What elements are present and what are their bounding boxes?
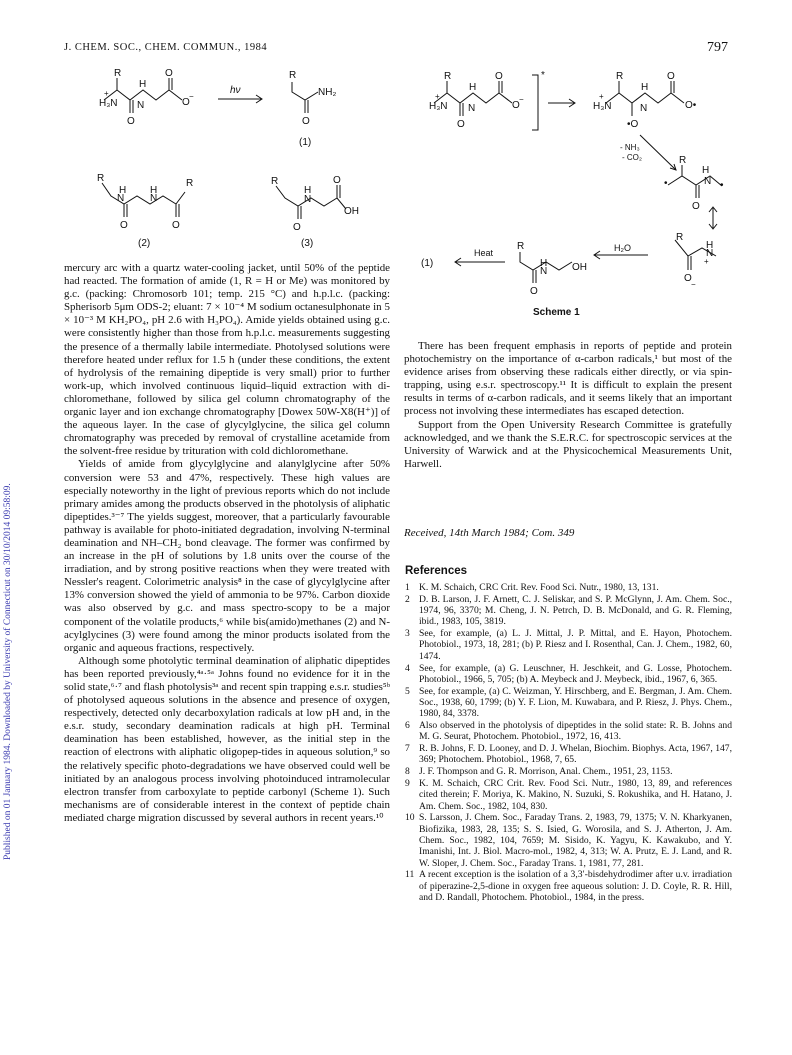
svg-text:+: + (599, 92, 604, 101)
svg-text:O: O (120, 220, 128, 231)
svg-text:O: O (165, 68, 173, 79)
compound-3-label: (3) (301, 238, 314, 249)
svg-text:N: N (704, 176, 712, 187)
svg-text:N: N (117, 193, 125, 204)
svg-text:O: O (333, 175, 341, 186)
svg-text:•: • (664, 178, 668, 189)
svg-text:N: N (706, 248, 714, 259)
svg-text:+: + (104, 89, 109, 98)
svg-text:O: O (182, 97, 190, 108)
svg-text:H: H (702, 165, 710, 176)
svg-text:R: R (679, 155, 687, 166)
svg-text:O: O (684, 273, 692, 284)
reference-item: 11 A recent exception is the isolation of a 3,3′-bisdehydrodimer after u.v. irradiation of piperazine-2,5-dione in oxygen free aqueous solution: J. D. Coyle, R. R. Hill, and D. Randall, Photochem. Photobiol., 1984, in the press. (405, 869, 732, 904)
svg-text:OH: OH (572, 262, 587, 273)
svg-text:H: H (469, 82, 477, 93)
svg-text:R: R (616, 71, 624, 82)
scheme-caption: Scheme 1 (533, 307, 580, 318)
left-column (64, 262, 390, 825)
right-column (404, 340, 732, 471)
svg-text:−: − (691, 280, 696, 289)
svg-text:•: • (720, 180, 724, 191)
loss-co2-label: - CO₂ (622, 153, 642, 162)
reference-item: 3 See, for example, (a) L. J. Mittal, J. P. Mittal, and E. Hayon, Photochem. Photobiol., 1973, 18, 281; (b) P. Riesz and I. Rosenthal, Can. J. Chem., 1982, 60, 1474. (405, 628, 732, 662)
svg-text:−: − (189, 92, 194, 101)
svg-text:O: O (495, 71, 503, 82)
svg-text:O: O (692, 201, 700, 212)
right-paragraph: There has been frequent emphasis in reports of peptide and protein photochemistry on the importance of α-carbon radicals,¹ but most of the evidence arises from observing these radicals either directly, or via spin-trapping, using e.s.r. spectroscopy.¹¹ It is difficult to explain the present results in terms of α-carbon radicals, and it seems likely that an important process not involving these intermediates has escaped detection. (404, 340, 732, 418)
hv-label: hν (230, 85, 241, 96)
svg-text:N: N (640, 103, 648, 114)
svg-text:−: − (519, 95, 524, 104)
svg-text:R: R (289, 70, 297, 81)
svg-text:O: O (172, 220, 180, 231)
svg-text:H₃N: H₃N (429, 101, 448, 112)
reference-item: 9 K. M. Schaich, CRC Crit. Rev. Food Sci. Nutr., 1980, 13, 89, and references cited therein; F. Moriya, K. Makino, N. Suzuki, S. Rokushika, and H. Hatano, J. Am. Chem. Soc., 1982, 104, 830. (405, 778, 732, 812)
reference-item: 6 Also observed in the photolysis of dipeptides in the solid state: R. B. Johns and M. G. Seurat, Photochem. Photobiol., 1972, 16, 413. (405, 720, 732, 743)
reference-item: 10 S. Larsson, J. Chem. Soc., Faraday Trans. 2, 1983, 79, 1375; V. N. Kharkyanen, Biofizika, 1983, 28, 135; S. S. Isied, G. Worosila, and S. J. Atherton, J. Am. Chem. Soc., 1982, 104, 7659; M. Sisido, K. Yagyu, K. Kawakubo, and Y. Imanishi, Int. J. Biol. Macro-mol., 1982, 4, 313; W. A. Prutz, E. J. Land, and R. W. Sloper, J. Chem. Soc., Faraday Trans. 1, 1981, 77, 281. (405, 812, 732, 869)
svg-text:N: N (137, 100, 145, 111)
svg-text:H: H (304, 185, 312, 196)
h2o-label: H₂O (614, 243, 631, 253)
svg-text:N: N (540, 266, 548, 277)
journal-header: J. CHEM. SOC., CHEM. COMMUN., 1984 (64, 42, 268, 53)
svg-text:H₃N: H₃N (593, 101, 612, 112)
svg-text:H: H (540, 258, 548, 269)
heat-label: Heat (474, 248, 494, 258)
svg-text:O: O (667, 71, 675, 82)
svg-text:N: N (150, 193, 158, 204)
references-list (405, 582, 732, 904)
svg-text:R: R (114, 68, 122, 79)
svg-text:R: R (271, 176, 279, 187)
download-notice: Published on 01 January 1984. Downloaded by University of Connecticut on 30/10/2014 09:58:09. (3, 483, 13, 860)
compound-1-label: (1) (299, 137, 312, 148)
right-paragraph: Support from the Open University Research Committee is gratefully acknowledged, and we thank the S.E.R.C. for spectroscopic services at the University of Warwick and at the Physicochemical Measurements Unit, Harwell. (404, 418, 732, 470)
reference-item: 5 See, for example, (a) C. Weizman, Y. Hirschberg, and E. Bergman, J. Am. Chem. Soc., 1938, 60, 1799; (b) Y. F. Lion, M. Kuwabara, and P. Riesz, J. Phys. Chem., 1980, 84, 3378. (405, 685, 732, 720)
received-line: Received, 14th March 1984; Com. 349 (404, 527, 575, 539)
svg-text:*: * (541, 70, 545, 81)
svg-text:NH₂: NH₂ (318, 87, 337, 98)
svg-text:H: H (139, 79, 147, 90)
reference-item: 8 J. F. Thompson and G. R. Morrison, Anal. Chem., 1951, 23, 1153. (405, 766, 673, 778)
reference-item: 4 See, for example, (a) G. Leuschner, H. Jeschkeit, and G. Losse, Photochem. Photobiol., 1966, 5, 705; (b) A. Meybeck and J. Meybeck, ibid., 1967, 6, 365. (405, 662, 732, 685)
svg-text:O: O (127, 116, 135, 127)
left-paragraph: Although some photolytic terminal deamination of aliphatic dipeptides has been reported previously,⁴ᵃ·⁵ᵃ Johns found no evidence for it in the solid state,⁶·⁷ and flash photolysis³ᵃ and recent spin trapping e.s.r. studies⁵ᵇ of photolysed aqueous solutions in the absence and presence of oxygen, respectively, detected only decarboxylation radicals at low pH and, in the e.s.r. study, secondary deamination radicals at high pH. Terminal deamination has been established, however, as the initial step in the reaction of electrons with aliphatic oligopep-tides in aqueous solution,⁹ so the relatively specific photo-degradations we have observed could well be initiated by an analogous process involving photoinduced intramolecular electron transfer from carboxylate to peptide carbonyl (Scheme 1). Such mechanisms are of considerable interest in the context of peptide chain mediated charge migration discussed by several authors in recent years.¹⁰ (64, 654, 390, 824)
scheme-product-1-label: (1) (421, 258, 434, 269)
reference-item: 1 K. M. Schaich, CRC Crit. Rev. Food Sci. Nutr., 1980, 13, 131. (405, 582, 659, 593)
loss-nh3-label: - NH₃ (620, 143, 640, 152)
svg-text:O: O (293, 222, 301, 233)
svg-text:H: H (150, 185, 158, 196)
references-heading: References (405, 565, 468, 577)
svg-text:R: R (97, 173, 105, 184)
svg-text:R: R (444, 71, 452, 82)
svg-text:O•: O• (685, 100, 697, 111)
compound-2-label: (2) (138, 238, 151, 249)
svg-text:N: N (468, 103, 476, 114)
svg-text:H: H (706, 240, 714, 251)
svg-text:O: O (457, 119, 465, 130)
reference-item: 2 D. B. Larson, J. F. Arnett, C. J. Seliskar, and S. P. McGlynn, J. Am. Chem. Soc., 1974, 96, 3370; M. Cheng, J. N. Petrch, D. B. McDonald, and G. R. Fleming, ibid., 1983, 105, 3819. (405, 593, 732, 628)
svg-text:H: H (641, 82, 649, 93)
svg-text:•O: •O (627, 119, 639, 130)
svg-text:H: H (119, 185, 127, 196)
svg-text:+: + (704, 257, 709, 266)
svg-text:O: O (512, 100, 520, 111)
svg-text:N: N (304, 194, 312, 205)
svg-text:OH: OH (344, 206, 359, 217)
svg-text:H₃N: H₃N (99, 98, 118, 109)
svg-text:O: O (302, 116, 310, 127)
svg-text:R: R (676, 232, 684, 243)
svg-text:R: R (517, 241, 525, 252)
page-number: 797 (707, 40, 728, 55)
svg-text:O: O (530, 286, 538, 297)
left-paragraph: Yields of amide from glycylglycine and alanylglycine after 50% conversion were 53 and 47%, respectively. These high values are especially noteworthy in the light of previous reports which do not include primary amides among the products observed in the photolysis of aliphatic dipeptides.³⁻⁷ The yields suggest, moreover, that a particularly favourable pathway is available for photo-initiated degradation, involving N-terminal deamination and NH–CH₂ bond cleavage. The former was confirmed by an increase in the pH of solutions by 1.8 units over the course of the irradiation, and by strong positive reactions when they were treated with Nessler's reagent. Colorimetric analysis⁸ in the case of glycylglycine after 13% conversion showed the yield of ammonia to be 97%. Carbon dioxide was also observed by g.c. and mass spectro-scopy to be a major component of the volatile products,⁶ while bis(amido)methanes (2) and N-acylglycines (3) were found among the minor products isolated from the organic and aqueous fractions, respectively. (64, 458, 390, 654)
svg-text:R: R (186, 178, 194, 189)
reference-item: 7 R. B. Johns, F. D. Looney, and D. J. Whelan, Biochim. Biophys. Acta, 1967, 147, 369; Photochem. Photobiol., 1968, 7, 65. (405, 743, 732, 766)
left-paragraph: mercury arc with a quartz water-cooling jacket, until 50% of the peptide had reacted. The formation of amide (1, R = H or Me) was monitored by g.c. (packing: Chromosorb 101; temp. 215 °C) and h.p.l.c. (packing: Spherisorb 5μm ODS-2; eluant: 7 × 10⁻⁴ M sodium octanesulphonate in 5 × 10⁻³ M KH₂PO₄, pH 2.6 with H₃PO₄). Amide yields obtained using g.c. were consistently higher than those from h.p.l.c. measurements suggesting the presence of a thermally labile intermediate. Photolysed solutions were therefore heated under reflux for 1.5 h (under these conditions, the extent of hydrolysis of the remaining dipeptide is very small) prior to further work-up, which involved continuous liquid–liquid extraction with di-chloromethane, followed by silica gel column chromatography of the organic layer and ion exchange chromatography [Dowex 50W-X8(H⁺)] of the aqueous layer. In the case of glycylglycine, the silica gel column chromatography was preceded by removal of crystalline acetamide from the solvent-free residue by trituration with cold dichloromethane. (64, 262, 390, 458)
svg-text:+: + (435, 92, 440, 101)
